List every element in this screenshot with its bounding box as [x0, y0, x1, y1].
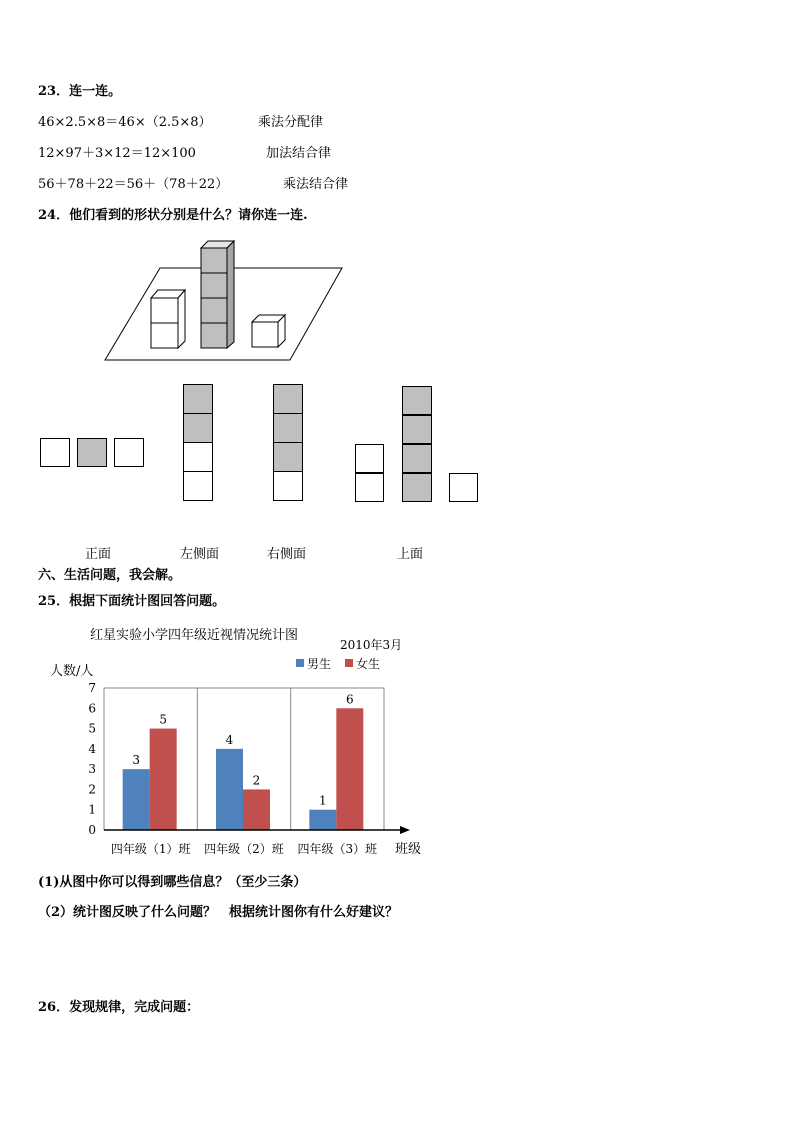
x-tick-label: 四年级（1）班 [110, 842, 191, 856]
bar-男生 [309, 810, 336, 830]
legend-swatch [296, 659, 304, 667]
data-label: 6 [346, 692, 354, 707]
y-axis-label: 人数/人 [50, 664, 94, 679]
view-label-left: 左侧面 [180, 547, 220, 562]
y-tick-label: 2 [88, 782, 96, 797]
q23-expression-3: 56＋78＋22＝56＋（78＋22） [38, 177, 229, 192]
q23-expression-1: 46×2.5×8＝46×（2.5×8） [38, 115, 212, 130]
data-label: 1 [319, 793, 327, 808]
bar-女生 [243, 789, 270, 830]
q25-subquestion-1: (1)从图中你可以得到哪些信息？（至少三条） [38, 875, 307, 890]
y-tick-label: 4 [88, 741, 96, 756]
view-label-top: 上面 [397, 547, 424, 562]
q23-law-1: 乘法分配律 [258, 115, 324, 130]
legend-label: 女生 [356, 657, 381, 671]
data-label: 5 [159, 712, 167, 727]
cube-arrangement-figure [0, 0, 794, 380]
y-tick-label: 1 [88, 802, 96, 817]
legend-swatch [345, 659, 353, 667]
data-label: 3 [132, 753, 140, 768]
myopia-bar-chart [0, 615, 794, 865]
q25-title: 25．根据下面统计图回答问题。 [38, 594, 226, 609]
bar-女生 [336, 708, 363, 830]
x-tick-label: 四年级（3）班 [297, 842, 378, 856]
x-axis-arrow [400, 826, 410, 834]
chart-title: 红星实验小学四年级近视情况统计图 [90, 628, 299, 643]
view-label-front: 正面 [85, 547, 112, 562]
q23-expression-2: 12×97＋3×12＝12×100 [38, 146, 196, 161]
q23-law-2: 加法结合律 [266, 146, 332, 161]
section-6-title: 六、生活问题，我会解。 [38, 568, 182, 583]
data-label: 4 [225, 732, 234, 747]
q23-law-3: 乘法结合律 [283, 177, 349, 192]
q25-subquestion-2: （2）统计图反映了什么问题？ 根据统计图你有什么好建议？ [38, 905, 399, 920]
q26-title: 26．发现规律，完成问题： [38, 1000, 200, 1015]
data-label: 2 [252, 773, 261, 788]
y-tick-label: 6 [88, 701, 96, 716]
y-tick-label: 5 [88, 721, 96, 736]
bar-女生 [150, 729, 177, 830]
chart-legend [296, 656, 380, 671]
y-tick-label: 7 [88, 681, 96, 695]
chart-bars [123, 692, 364, 830]
x-tick-label: 四年级（2）班 [204, 842, 284, 856]
legend-label: 男生 [307, 657, 332, 671]
y-tick-label: 3 [88, 762, 96, 777]
view-label-right: 右侧面 [267, 547, 307, 562]
tall-cube-stack [201, 241, 234, 348]
single-cube [252, 315, 285, 347]
bar-男生 [123, 769, 150, 830]
y-tick-label: 0 [88, 823, 96, 837]
x-axis-label: 班级 [395, 842, 422, 857]
bar-男生 [216, 749, 243, 830]
q23-title: 23．连一连。 [38, 84, 122, 99]
q24-title: 24．他们看到的形状分别是什么？请你连一连. [38, 208, 308, 223]
chart-subtitle: 2010年3月 [340, 638, 403, 652]
left-cube-stack [151, 290, 185, 348]
